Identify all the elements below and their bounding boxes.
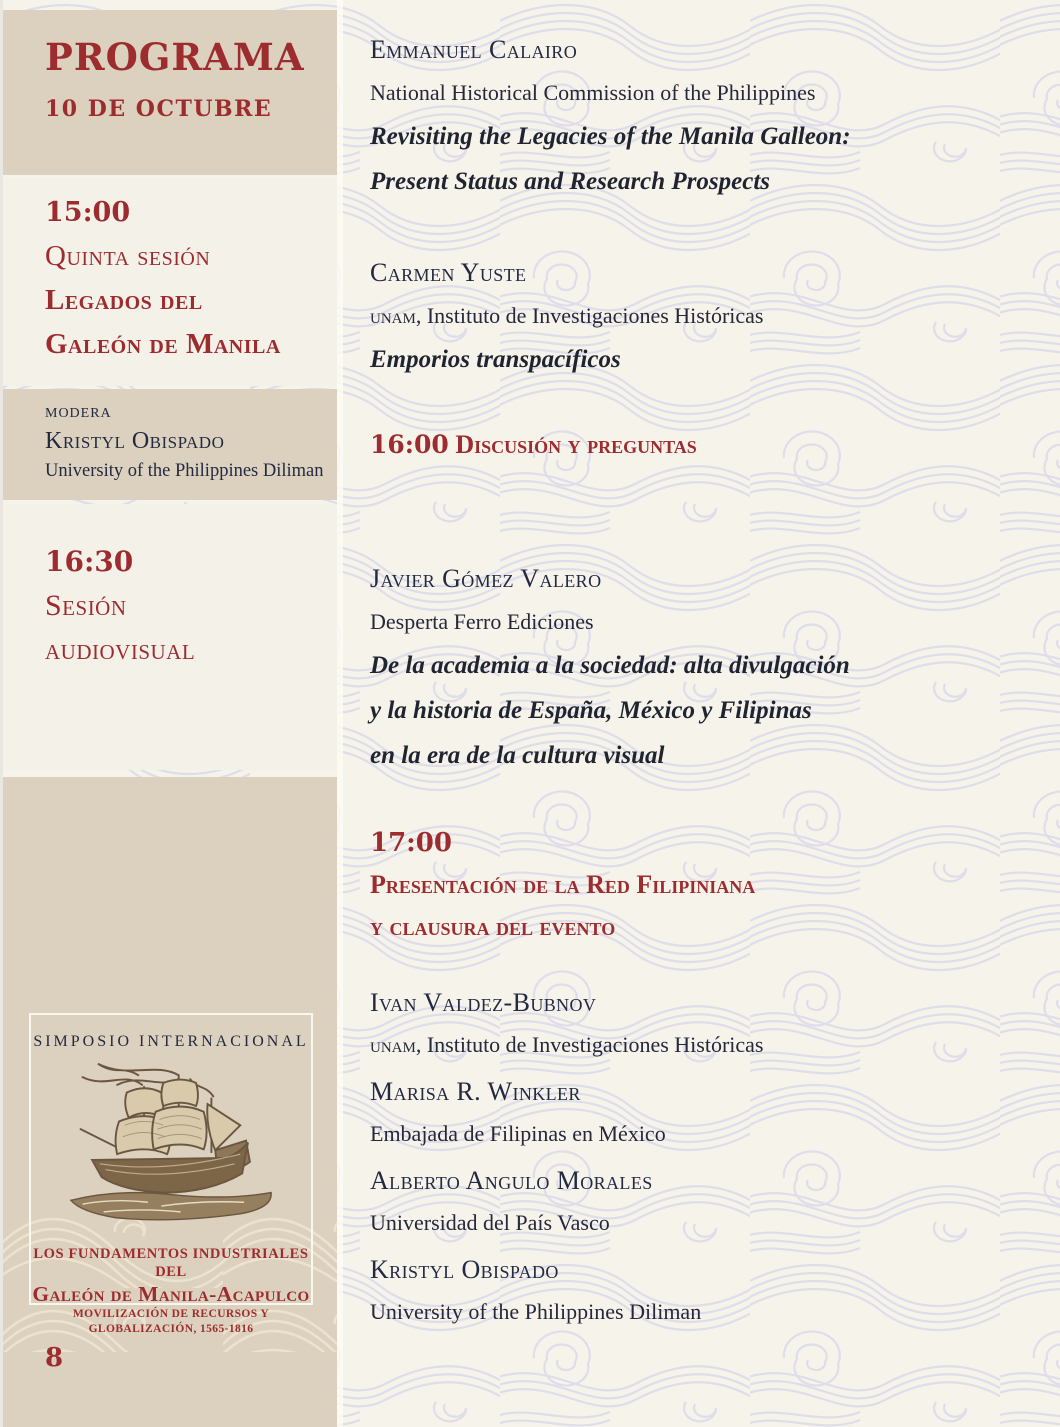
badge-series-line: LOS FUNDAMENTOS INDUSTRIALES DEL bbox=[33, 1246, 309, 1280]
panelist-name: Alberto Angulo Morales bbox=[370, 1166, 653, 1195]
discussion-time: 16:00 bbox=[370, 430, 449, 459]
program-date: 10 DE OCTUBRE bbox=[45, 96, 273, 122]
affiliation-text: Universidad del País Vasco bbox=[370, 1210, 610, 1235]
closing-heading bbox=[370, 822, 1000, 948]
affiliation-text: National Historical Commission of the Philippines bbox=[370, 80, 816, 105]
speaker-entry bbox=[370, 251, 1000, 382]
affiliation-text: University of the Philippines Diliman bbox=[370, 1299, 702, 1324]
panelist-name: Kristyl Obispado bbox=[370, 1255, 559, 1284]
av-session-time: 16:30 bbox=[45, 545, 134, 578]
talk-title-line: y la historia de España, México y Filipinas bbox=[370, 697, 812, 724]
speaker-affiliation bbox=[370, 71, 1000, 114]
affiliation-text: Desperta Ferro Ediciones bbox=[370, 609, 594, 634]
session-block-1630 bbox=[3, 504, 337, 770]
speaker-affiliation bbox=[370, 600, 1000, 643]
affiliation-text: , Instituto de Investigaciones Históricas bbox=[415, 303, 764, 328]
symposium-badge bbox=[29, 1013, 313, 1335]
session-title-line: Legados del bbox=[45, 284, 203, 316]
panelist-entry bbox=[370, 1071, 1000, 1155]
page-edge bbox=[0, 0, 3, 1427]
panelist-affiliation bbox=[370, 1291, 1000, 1333]
galleon-ship-illustration bbox=[31, 1056, 311, 1239]
discussion-label: Discusión y preguntas bbox=[455, 430, 697, 459]
speaker-name: Emmanuel Calairo bbox=[370, 35, 578, 64]
affiliation-text: Embajada de Filipinas en México bbox=[370, 1121, 666, 1146]
page-title: PROGRAMA bbox=[45, 35, 305, 79]
session-time: 15:00 bbox=[45, 197, 131, 228]
badge-title: Galeón de Manila-Acapulco bbox=[32, 1282, 310, 1306]
page-number: 8 bbox=[45, 1343, 64, 1373]
speaker-name: Javier Gómez Valero bbox=[370, 564, 602, 593]
panelist-list bbox=[370, 982, 1000, 1333]
panelist-entry bbox=[370, 982, 1000, 1066]
moderator-label: modera bbox=[45, 400, 112, 422]
panelist-affiliation bbox=[370, 1202, 1000, 1244]
talk-title-line: en la era de la cultura visual bbox=[370, 742, 665, 769]
speaker-affiliation bbox=[370, 294, 1000, 337]
talk-title-line: Present Status and Research Prospects bbox=[370, 168, 771, 195]
footer-block bbox=[3, 777, 337, 1427]
session-kind: Quinta sesión bbox=[45, 240, 211, 272]
closing-title-line: y clausura del evento bbox=[370, 912, 616, 941]
speaker-name: Carmen Yuste bbox=[370, 258, 527, 287]
av-session-line: audiovisual bbox=[45, 633, 196, 666]
panelist-name: Ivan Valdez-Bubnov bbox=[370, 988, 597, 1017]
closing-time: 17:00 bbox=[370, 828, 452, 858]
affiliation-acronym: unam bbox=[370, 1032, 416, 1057]
panelist-affiliation bbox=[370, 1113, 1000, 1155]
moderator-name: Kristyl Obispado bbox=[45, 428, 225, 454]
panelist-entry bbox=[370, 1160, 1000, 1244]
speaker-entry bbox=[370, 28, 1000, 204]
panelist-entry bbox=[370, 1249, 1000, 1333]
moderator-affiliation: University of the Philippines Diliman bbox=[45, 461, 324, 481]
av-session-line: Sesión bbox=[45, 589, 127, 622]
moderator-block bbox=[3, 389, 337, 500]
speaker-entry bbox=[370, 557, 1000, 778]
sidebar-gutter bbox=[337, 0, 343, 1427]
talk-title-line: De la academia a la sociedad: alta divulgación bbox=[370, 652, 850, 679]
talk-title-line: Emporios transpacíficos bbox=[370, 346, 621, 373]
program-header-block bbox=[3, 10, 337, 175]
session-block-1500 bbox=[3, 178, 337, 386]
main-content bbox=[370, 28, 1000, 1338]
discussion-heading bbox=[370, 422, 1000, 467]
badge-kicker: SIMPOSIO INTERNACIONAL bbox=[33, 1033, 309, 1050]
panelist-affiliation bbox=[370, 1024, 1000, 1066]
affiliation-acronym: unam bbox=[370, 303, 416, 328]
talk-title-line: Revisiting the Legacies of the Manila Galleon: bbox=[370, 123, 851, 150]
session-title-line: Galeón de Manila bbox=[45, 328, 281, 360]
affiliation-text: , Instituto de Investigaciones Históricas bbox=[415, 1032, 764, 1057]
panelist-name: Marisa R. Winkler bbox=[370, 1077, 581, 1106]
badge-subtitle: MOVILIZACIÓN DE RECURSOS Y GLOBALIZACIÓN, 1565-1816 bbox=[72, 1308, 270, 1335]
closing-title-line: Presentación de la Red Filipiniana bbox=[370, 870, 756, 899]
